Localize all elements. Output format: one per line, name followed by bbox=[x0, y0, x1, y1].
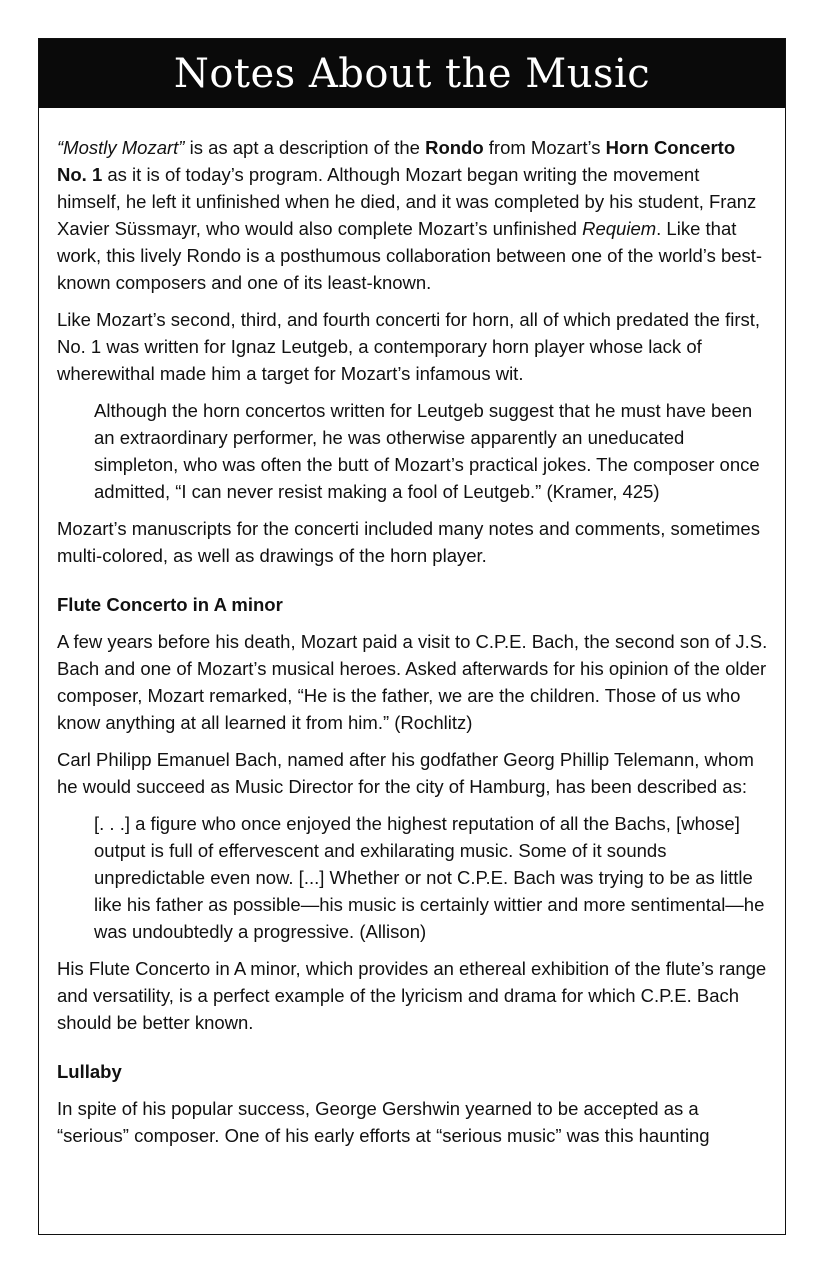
header-bar bbox=[39, 39, 785, 108]
intro-text-4: . Like that work, this lively Rondo is a posthumous collaboration between one of the world’s best-known composers and one of its least-known. bbox=[57, 218, 763, 293]
rondo-title: Rondo bbox=[425, 137, 484, 158]
flute-concerto-heading: Flute Concerto in A minor bbox=[57, 594, 283, 615]
horn-concerto-title: Horn Concerto No. 1 bbox=[57, 137, 736, 185]
flute-paragraph-3: His Flute Concerto in A minor, which provides an ethereal exhibition of the flute’s range and versatility, is a perfect example of the lyricism and drama for which C.P.E. Bach should be better known. bbox=[57, 958, 767, 1033]
intro-text-2: from Mozart’s bbox=[483, 137, 606, 158]
allison-quote: [. . .] a figure who once enjoyed the highest reputation of all the Bachs, [whose] output is full of effervescent and exhilarating music. Some of it sounds unpredictable even now. [...] Whether or not C.P.E. Bach was trying to be as little like his father as possible—his music is certainly wittier and more sentimental—he was undoubtedly a progressive. (Allison) bbox=[94, 813, 765, 942]
requiem-title: Requiem bbox=[582, 218, 657, 239]
kramer-quote: Although the horn concertos written for Leutgeb suggest that he must have been an extraordinary performer, he was otherwise apparently an uneducated simpleton, who was often the butt of Mozart’s practical jokes. The composer once admitted, “I can never resist making a fool of Leutgeb.” (Kramer, 425) bbox=[94, 400, 760, 502]
lullaby-paragraph-1: In spite of his popular success, George Gershwin yearned to be accepted as a “serious” composer. One of his early efforts at “serious music” was this haunting bbox=[57, 1098, 710, 1146]
intro-paragraph-2: Like Mozart’s second, third, and fourth concerti for horn, all of which predated the first, No. 1 was written for Ignaz Leutgeb, a contemporary horn player whose lack of wherewithal made him a target for Mozart’s infamous wit. bbox=[57, 309, 761, 384]
program-notes-page bbox=[38, 38, 786, 1235]
flute-paragraph-1: A few years before his death, Mozart paid a visit to C.P.E. Bach, the second son of J.S. Bach and one of Mozart’s musical heroes. Asked afterwards for his opinion of the older composer, Mozart remarked, “He is the father, we are the children. Those of us who know anything at all learned it from him.” (Rochlitz) bbox=[57, 631, 768, 733]
intro-paragraph-3: Mozart’s manuscripts for the concerti included many notes and comments, sometimes multi-colored, as well as drawings of the horn player. bbox=[57, 518, 760, 566]
lullaby-heading: Lullaby bbox=[57, 1061, 122, 1082]
notes-content bbox=[39, 108, 785, 1149]
intro-text-3: as it is of today’s program. Although Mozart began writing the movement himself, he left it unfinished when he died, and it was completed by his student, Franz Xavier Süssmayr, who would also complete Mozart’s unfinished bbox=[57, 164, 757, 239]
intro-italic-phrase: “Mostly Mozart” bbox=[57, 137, 185, 158]
flute-paragraph-2: Carl Philipp Emanuel Bach, named after his godfather Georg Phillip Telemann, whom he would succeed as Music Director for the city of Hamburg, has been described as: bbox=[57, 749, 754, 797]
intro-text-1: is as apt a description of the bbox=[184, 137, 426, 158]
page-title: Notes About the Music bbox=[173, 50, 651, 97]
intro-paragraph-1 bbox=[57, 134, 768, 296]
